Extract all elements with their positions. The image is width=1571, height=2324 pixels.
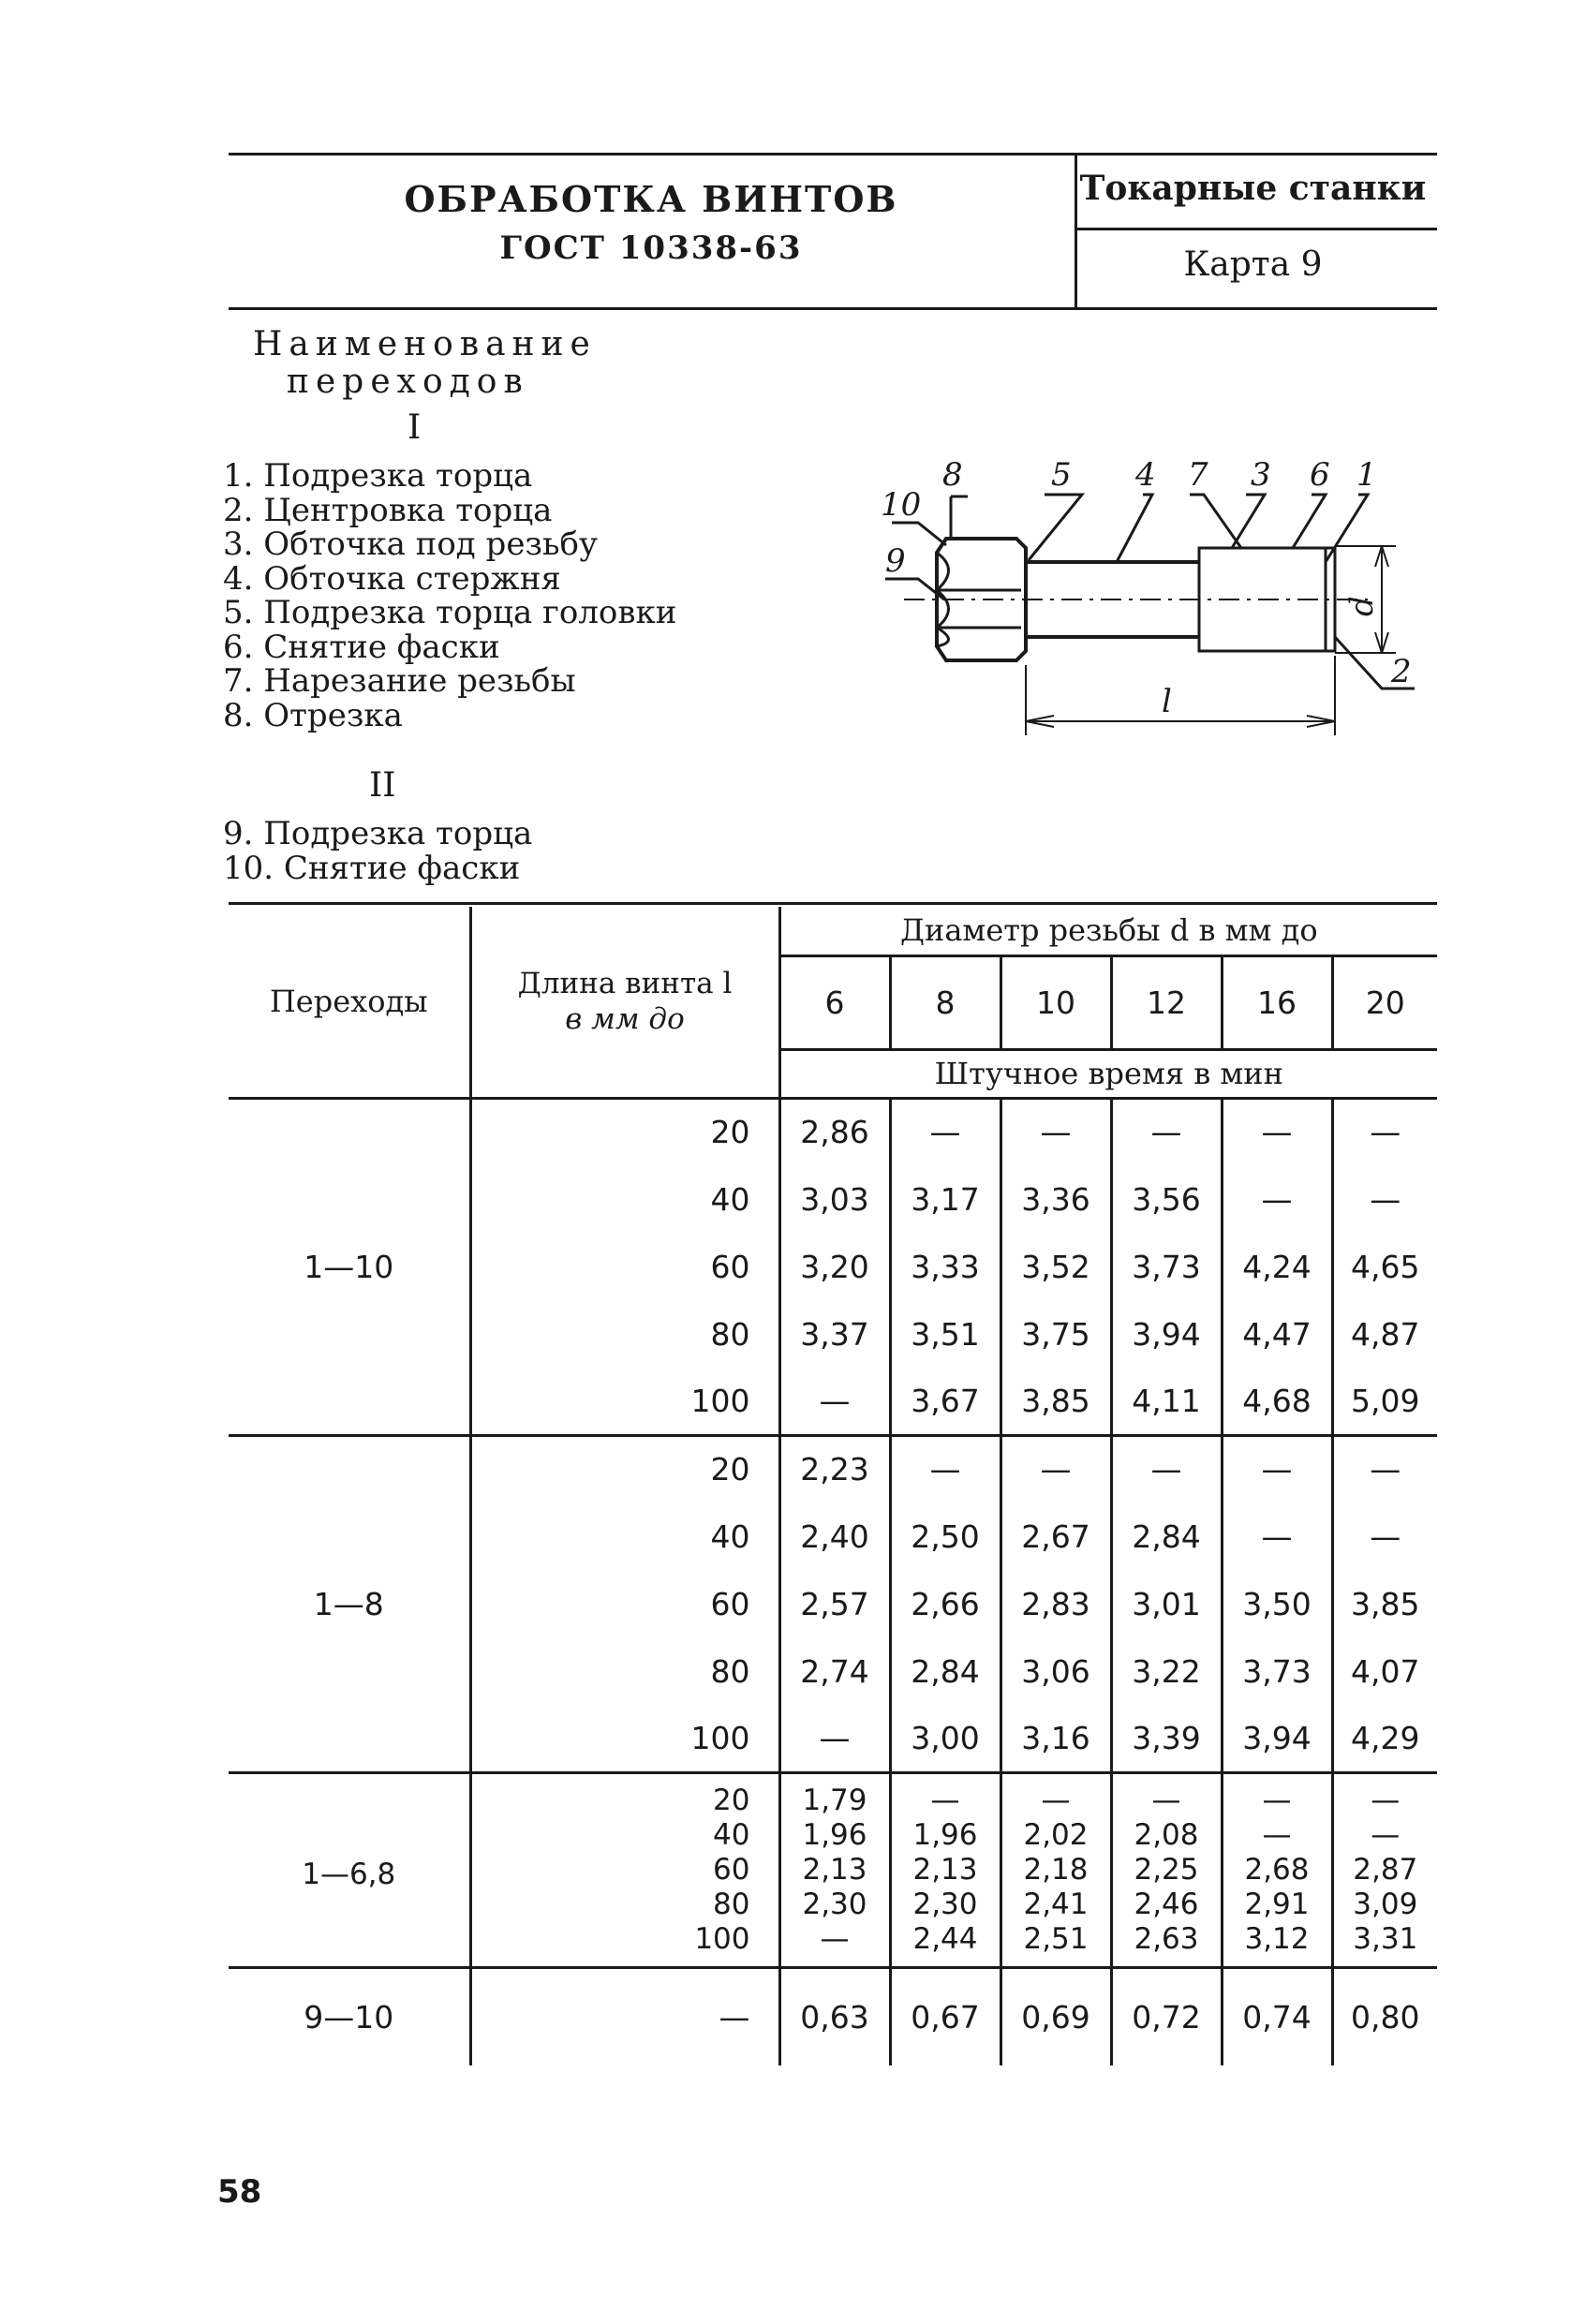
page-title: ОБРАБОТКА ВИНТОВ bbox=[404, 178, 898, 220]
group-operations: 1—8 bbox=[229, 1435, 470, 1772]
cell-value: 3,31 bbox=[1332, 1922, 1437, 1968]
drawing-label-10: 10 bbox=[881, 486, 922, 524]
cell-value: 0,72 bbox=[1111, 1967, 1222, 2065]
row-length: 80 bbox=[470, 1887, 779, 1922]
diameter-6: 6 bbox=[779, 955, 890, 1049]
cell-value: 2,57 bbox=[779, 1570, 890, 1637]
cell-value: 2,84 bbox=[1111, 1502, 1222, 1570]
cell-value: 4,24 bbox=[1222, 1233, 1332, 1300]
cell-value: — bbox=[1222, 1435, 1332, 1502]
screw-drawing bbox=[871, 440, 1452, 749]
cell-value: 2,68 bbox=[1222, 1853, 1332, 1887]
cell-value: 3,09 bbox=[1332, 1887, 1437, 1922]
operation-item: 1. Подрезка торца bbox=[223, 457, 533, 495]
cell-value: — bbox=[1000, 1098, 1111, 1165]
cell-value: 3,12 bbox=[1222, 1922, 1332, 1968]
cell-value: 3,94 bbox=[1111, 1300, 1222, 1368]
cell-value: 2,74 bbox=[779, 1637, 890, 1705]
operations-list-group1 bbox=[223, 459, 676, 733]
cell-value: 2,40 bbox=[779, 1502, 890, 1570]
cell-value: 2,44 bbox=[890, 1922, 1000, 1968]
cell-value: — bbox=[1332, 1818, 1437, 1853]
cell-value: 3,06 bbox=[1000, 1637, 1111, 1705]
cell-value: 3,36 bbox=[1000, 1165, 1111, 1233]
cell-value: — bbox=[1000, 1772, 1111, 1818]
cell-value: 4,47 bbox=[1222, 1300, 1332, 1368]
header-top-rule bbox=[229, 153, 1437, 155]
operations-list-group2 bbox=[223, 817, 532, 885]
cell-value: 4,65 bbox=[1332, 1233, 1437, 1300]
row-length: 40 bbox=[470, 1818, 779, 1853]
row-length: 60 bbox=[470, 1233, 779, 1300]
cell-value: 4,68 bbox=[1222, 1368, 1332, 1435]
cell-value: 3,75 bbox=[1000, 1300, 1111, 1368]
group-operations: 1—10 bbox=[229, 1098, 470, 1435]
cell-value: 2,67 bbox=[1000, 1502, 1111, 1570]
cell-value: 0,67 bbox=[890, 1967, 1000, 2065]
cell-value: — bbox=[1222, 1772, 1332, 1818]
cell-value: 3,52 bbox=[1000, 1233, 1111, 1300]
cell-value: 3,39 bbox=[1111, 1705, 1222, 1772]
diameter-header: Диаметр резьбы d в мм до bbox=[779, 907, 1437, 955]
row-length: 20 bbox=[470, 1098, 779, 1165]
header-bottom-rule bbox=[229, 307, 1437, 310]
cell-value: 2,51 bbox=[1000, 1922, 1111, 1968]
operations-heading-line2: переходов bbox=[287, 363, 529, 401]
group-operations: 9—10 bbox=[229, 1967, 470, 2065]
page-number: 58 bbox=[217, 2173, 262, 2211]
cell-value: 3,16 bbox=[1000, 1705, 1111, 1772]
table-top-rule bbox=[229, 902, 1437, 905]
operation-item: 6. Снятие фаски bbox=[223, 628, 500, 666]
drawing-label-7: 7 bbox=[1188, 456, 1208, 494]
cell-value: 2,66 bbox=[890, 1570, 1000, 1637]
cell-value: 0,69 bbox=[1000, 1967, 1111, 2065]
cell-value: 2,08 bbox=[1111, 1818, 1222, 1853]
cell-value: 1,96 bbox=[890, 1818, 1000, 1853]
group-operations: 1—6,8 bbox=[229, 1772, 470, 1967]
diameter-8: 8 bbox=[890, 955, 1000, 1049]
time-table bbox=[229, 907, 1437, 2065]
cell-value: 3,94 bbox=[1222, 1705, 1332, 1772]
cell-value: 3,67 bbox=[890, 1368, 1000, 1435]
operations-heading bbox=[253, 326, 597, 401]
cell-value: — bbox=[1222, 1818, 1332, 1853]
cell-value: 2,46 bbox=[1111, 1887, 1222, 1922]
cell-value: 4,11 bbox=[1111, 1368, 1222, 1435]
cell-value: 2,13 bbox=[890, 1853, 1000, 1887]
cell-value: 2,30 bbox=[890, 1887, 1000, 1922]
operation-item: 3. Обточка под резьбу bbox=[223, 525, 598, 563]
cell-value: — bbox=[1222, 1098, 1332, 1165]
cell-value: 3,33 bbox=[890, 1233, 1000, 1300]
row-length: 100 bbox=[470, 1922, 779, 1968]
cell-value: 3,73 bbox=[1111, 1233, 1222, 1300]
cell-value: 3,00 bbox=[890, 1705, 1000, 1772]
group2-label: II bbox=[369, 766, 396, 805]
row-length: 80 bbox=[470, 1300, 779, 1368]
cell-value: — bbox=[890, 1435, 1000, 1502]
cell-value: 2,13 bbox=[779, 1853, 890, 1887]
cell-value: 3,01 bbox=[1111, 1570, 1222, 1637]
cell-value: — bbox=[1332, 1098, 1437, 1165]
dimension-l bbox=[1026, 656, 1335, 735]
row-length: 40 bbox=[470, 1502, 779, 1570]
cell-value: 4,87 bbox=[1332, 1300, 1437, 1368]
cell-value: 2,18 bbox=[1000, 1853, 1111, 1887]
card-number: Карта 9 bbox=[1183, 245, 1323, 284]
cell-value: 3,37 bbox=[779, 1300, 890, 1368]
row-length: 60 bbox=[470, 1853, 779, 1887]
drawing-label-9: 9 bbox=[885, 542, 906, 580]
row-length: 100 bbox=[470, 1368, 779, 1435]
cell-value: 2,41 bbox=[1000, 1887, 1111, 1922]
operation-item: 7. Нарезание резьбы bbox=[223, 662, 576, 700]
cell-value: 2,50 bbox=[890, 1502, 1000, 1570]
col-header-operations: Переходы bbox=[269, 984, 428, 1020]
cell-value: — bbox=[779, 1705, 890, 1772]
row-length: 20 bbox=[470, 1435, 779, 1502]
drawing-label-6: 6 bbox=[1310, 456, 1330, 494]
cell-value: — bbox=[1111, 1772, 1222, 1818]
cell-value: — bbox=[1111, 1435, 1222, 1502]
operation-item: 2. Центровка торца bbox=[223, 491, 553, 529]
row-length: — bbox=[470, 1967, 779, 2065]
group1-label: I bbox=[408, 408, 422, 447]
cell-value: — bbox=[779, 1368, 890, 1435]
cell-value: 3,85 bbox=[1332, 1570, 1437, 1637]
drawing-label-3: 3 bbox=[1251, 456, 1271, 494]
cell-value: — bbox=[1111, 1098, 1222, 1165]
cell-value: — bbox=[1332, 1502, 1437, 1570]
cell-value: 3,73 bbox=[1222, 1637, 1332, 1705]
cell-value: 1,79 bbox=[779, 1772, 890, 1818]
col-header-length bbox=[470, 907, 779, 1098]
drawing-label-4: 4 bbox=[1135, 456, 1156, 494]
drawing-label-1: 1 bbox=[1356, 456, 1377, 494]
drawing-label-d: d bbox=[1343, 596, 1381, 616]
operation-item: 9. Подрезка торца bbox=[223, 815, 533, 852]
row-length: 100 bbox=[470, 1705, 779, 1772]
cell-value: 2,91 bbox=[1222, 1887, 1332, 1922]
cell-value: 3,17 bbox=[890, 1165, 1000, 1233]
cell-value: 2,23 bbox=[779, 1435, 890, 1502]
cell-value: 1,96 bbox=[779, 1818, 890, 1853]
cell-value: — bbox=[779, 1922, 890, 1968]
cell-value: 2,86 bbox=[779, 1098, 890, 1165]
row-length: 40 bbox=[470, 1165, 779, 1233]
cell-value: 3,50 bbox=[1222, 1570, 1332, 1637]
drawing-label-l: l bbox=[1162, 683, 1172, 720]
diameter-10: 10 bbox=[1000, 955, 1111, 1049]
cell-value: 2,63 bbox=[1111, 1922, 1222, 1968]
cell-value: 2,83 bbox=[1000, 1570, 1111, 1637]
cell-value: — bbox=[1332, 1772, 1437, 1818]
cell-value: 3,85 bbox=[1000, 1368, 1111, 1435]
cell-value: 2,87 bbox=[1332, 1853, 1437, 1887]
standard-number: ГОСТ 10338-63 bbox=[499, 229, 803, 267]
diameter-12: 12 bbox=[1111, 955, 1222, 1049]
drawing-label-5: 5 bbox=[1051, 456, 1072, 494]
cell-value: 4,07 bbox=[1332, 1637, 1437, 1705]
cell-value: 2,02 bbox=[1000, 1818, 1111, 1853]
row-length: 20 bbox=[470, 1772, 779, 1818]
operation-item: 5. Подрезка торца головки bbox=[223, 594, 677, 631]
cell-value: 4,29 bbox=[1332, 1705, 1437, 1772]
drawing-label-8: 8 bbox=[942, 456, 963, 494]
cell-value: 2,30 bbox=[779, 1887, 890, 1922]
cell-value: 3,56 bbox=[1111, 1165, 1222, 1233]
operations-heading-line1: Наименование bbox=[253, 325, 597, 363]
machine-type: Токарные станки bbox=[1079, 169, 1427, 208]
row-length: 80 bbox=[470, 1637, 779, 1705]
col-header-length-line1: Длина винта l bbox=[517, 967, 733, 1001]
operation-item: 4. Обточка стержня bbox=[223, 559, 561, 598]
row-length: 60 bbox=[470, 1570, 779, 1637]
operation-item: 10. Снятие фаски bbox=[223, 849, 521, 887]
diameter-16: 16 bbox=[1222, 955, 1332, 1049]
time-header: Штучное время в мин bbox=[779, 1049, 1437, 1098]
cell-value: 2,84 bbox=[890, 1637, 1000, 1705]
cell-value: — bbox=[1000, 1435, 1111, 1502]
cell-value: 0,63 bbox=[779, 1967, 890, 2065]
cell-value: 5,09 bbox=[1332, 1368, 1437, 1435]
col-header-length-line2: в мм до bbox=[565, 1002, 685, 1037]
cell-value: — bbox=[1222, 1502, 1332, 1570]
header-right-mid-rule bbox=[1077, 228, 1437, 230]
operation-item: 8. Отрезка bbox=[223, 696, 403, 734]
cell-value: 3,51 bbox=[890, 1300, 1000, 1368]
cell-value: 0,74 bbox=[1222, 1967, 1332, 2065]
cell-value: — bbox=[1222, 1165, 1332, 1233]
cell-value: 3,20 bbox=[779, 1233, 890, 1300]
cell-value: — bbox=[890, 1772, 1000, 1818]
cell-value: 0,80 bbox=[1332, 1967, 1437, 2065]
cell-value: — bbox=[1332, 1435, 1437, 1502]
cell-value: 3,22 bbox=[1111, 1637, 1222, 1705]
cell-value: — bbox=[890, 1098, 1000, 1165]
cell-value: 3,03 bbox=[779, 1165, 890, 1233]
cell-value: 2,25 bbox=[1111, 1853, 1222, 1887]
cell-value: — bbox=[1332, 1165, 1437, 1233]
diameter-20: 20 bbox=[1332, 955, 1437, 1049]
drawing-label-2: 2 bbox=[1391, 653, 1412, 690]
